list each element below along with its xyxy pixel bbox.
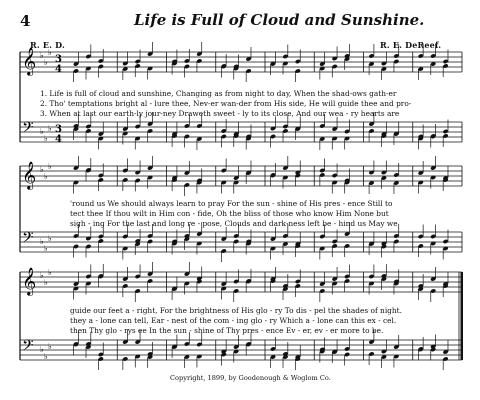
time-signature-numerator: 3 (55, 124, 62, 135)
treble-clef-icon: 𝄞 (22, 161, 37, 189)
flat-icon: ♭ (44, 134, 48, 143)
flat-icon: ♭ (40, 51, 44, 60)
time-signature-numerator: 3 (55, 54, 62, 65)
flat-icon: ♭ (40, 345, 44, 354)
flat-icon: ♭ (48, 48, 52, 57)
verse-system-3-line-1: guide our feet a - right, For the brightness of His glo - ry To dis - pel the shades of night. (70, 306, 402, 315)
verse-system-1-line-3: 3. When at last our earth-ly jour-ney Draweth sweet - ly to its close, And our wea - ry hearts are (40, 109, 400, 118)
flat-icon: ♭ (48, 342, 52, 351)
lyricist-credit: R. E. D. (30, 40, 65, 50)
verse-system-1-line-2: 2. Tho' temptations bright al - lure thee, Nev-er wan-der from His side, He will guide thee and pro- (40, 99, 412, 108)
flat-icon: ♭ (40, 237, 44, 246)
flat-icon: ♭ (40, 271, 44, 280)
verse-system-3-line-3: then Thy glo - rys ee In the sun - shine of Thy pres - ence Ev - er, ev - er more to be. (70, 326, 384, 335)
flat-icon: ♭ (48, 268, 52, 277)
time-signature-denominator: 4 (55, 64, 62, 75)
copyright-notice: Copyright, 1899, by Goodenough & Woglom Co. (170, 374, 331, 382)
flat-icon: ♭ (44, 58, 48, 67)
bass-clef-icon: 𝄢 (22, 337, 34, 358)
flat-icon: ♭ (48, 162, 52, 171)
verse-system-2-line-1: 'round us We should always learn to pray For the sun - shine of His pres - ence Still to (70, 199, 393, 208)
verse-system-2-line-3: sigh - ing For the last and long re - pose, Clouds and dark-ness left be - hind us May we (70, 219, 398, 228)
time-signature-denominator: 4 (55, 134, 62, 145)
final-barline-thick (461, 272, 464, 360)
bass-clef-icon: 𝄢 (22, 119, 34, 140)
page-number: 4 (20, 12, 31, 30)
treble-clef-icon: 𝄞 (22, 267, 37, 295)
bass-clef-icon: 𝄢 (22, 229, 34, 250)
hymn-title: Life is Full of Cloud and Sunshine. (134, 11, 425, 29)
treble-clef-icon: 𝄞 (22, 47, 37, 75)
flat-icon: ♭ (44, 278, 48, 287)
flat-icon: ♭ (48, 234, 52, 243)
flat-icon: ♭ (40, 127, 44, 136)
flat-icon: ♭ (44, 352, 48, 361)
verse-system-3-line-2: they a - lone can tell, Ear - nest of the com - ing glo - ry Which a - lone can this ex - cel. (70, 316, 397, 325)
flat-icon: ♭ (44, 244, 48, 253)
composer-credit: R. E. DeReef. (380, 40, 442, 50)
verse-system-2-line-2: tect thee If thou wilt in Him con - fide, Oh the bliss of those who know Him None but (70, 209, 389, 218)
flat-icon: ♭ (48, 124, 52, 133)
flat-icon: ♭ (44, 172, 48, 181)
verse-system-1-line-1: 1. Life is full of cloud and sunshine, Changing as from night to day, When the shad-ows gath-er (40, 89, 397, 98)
flat-icon: ♭ (40, 165, 44, 174)
